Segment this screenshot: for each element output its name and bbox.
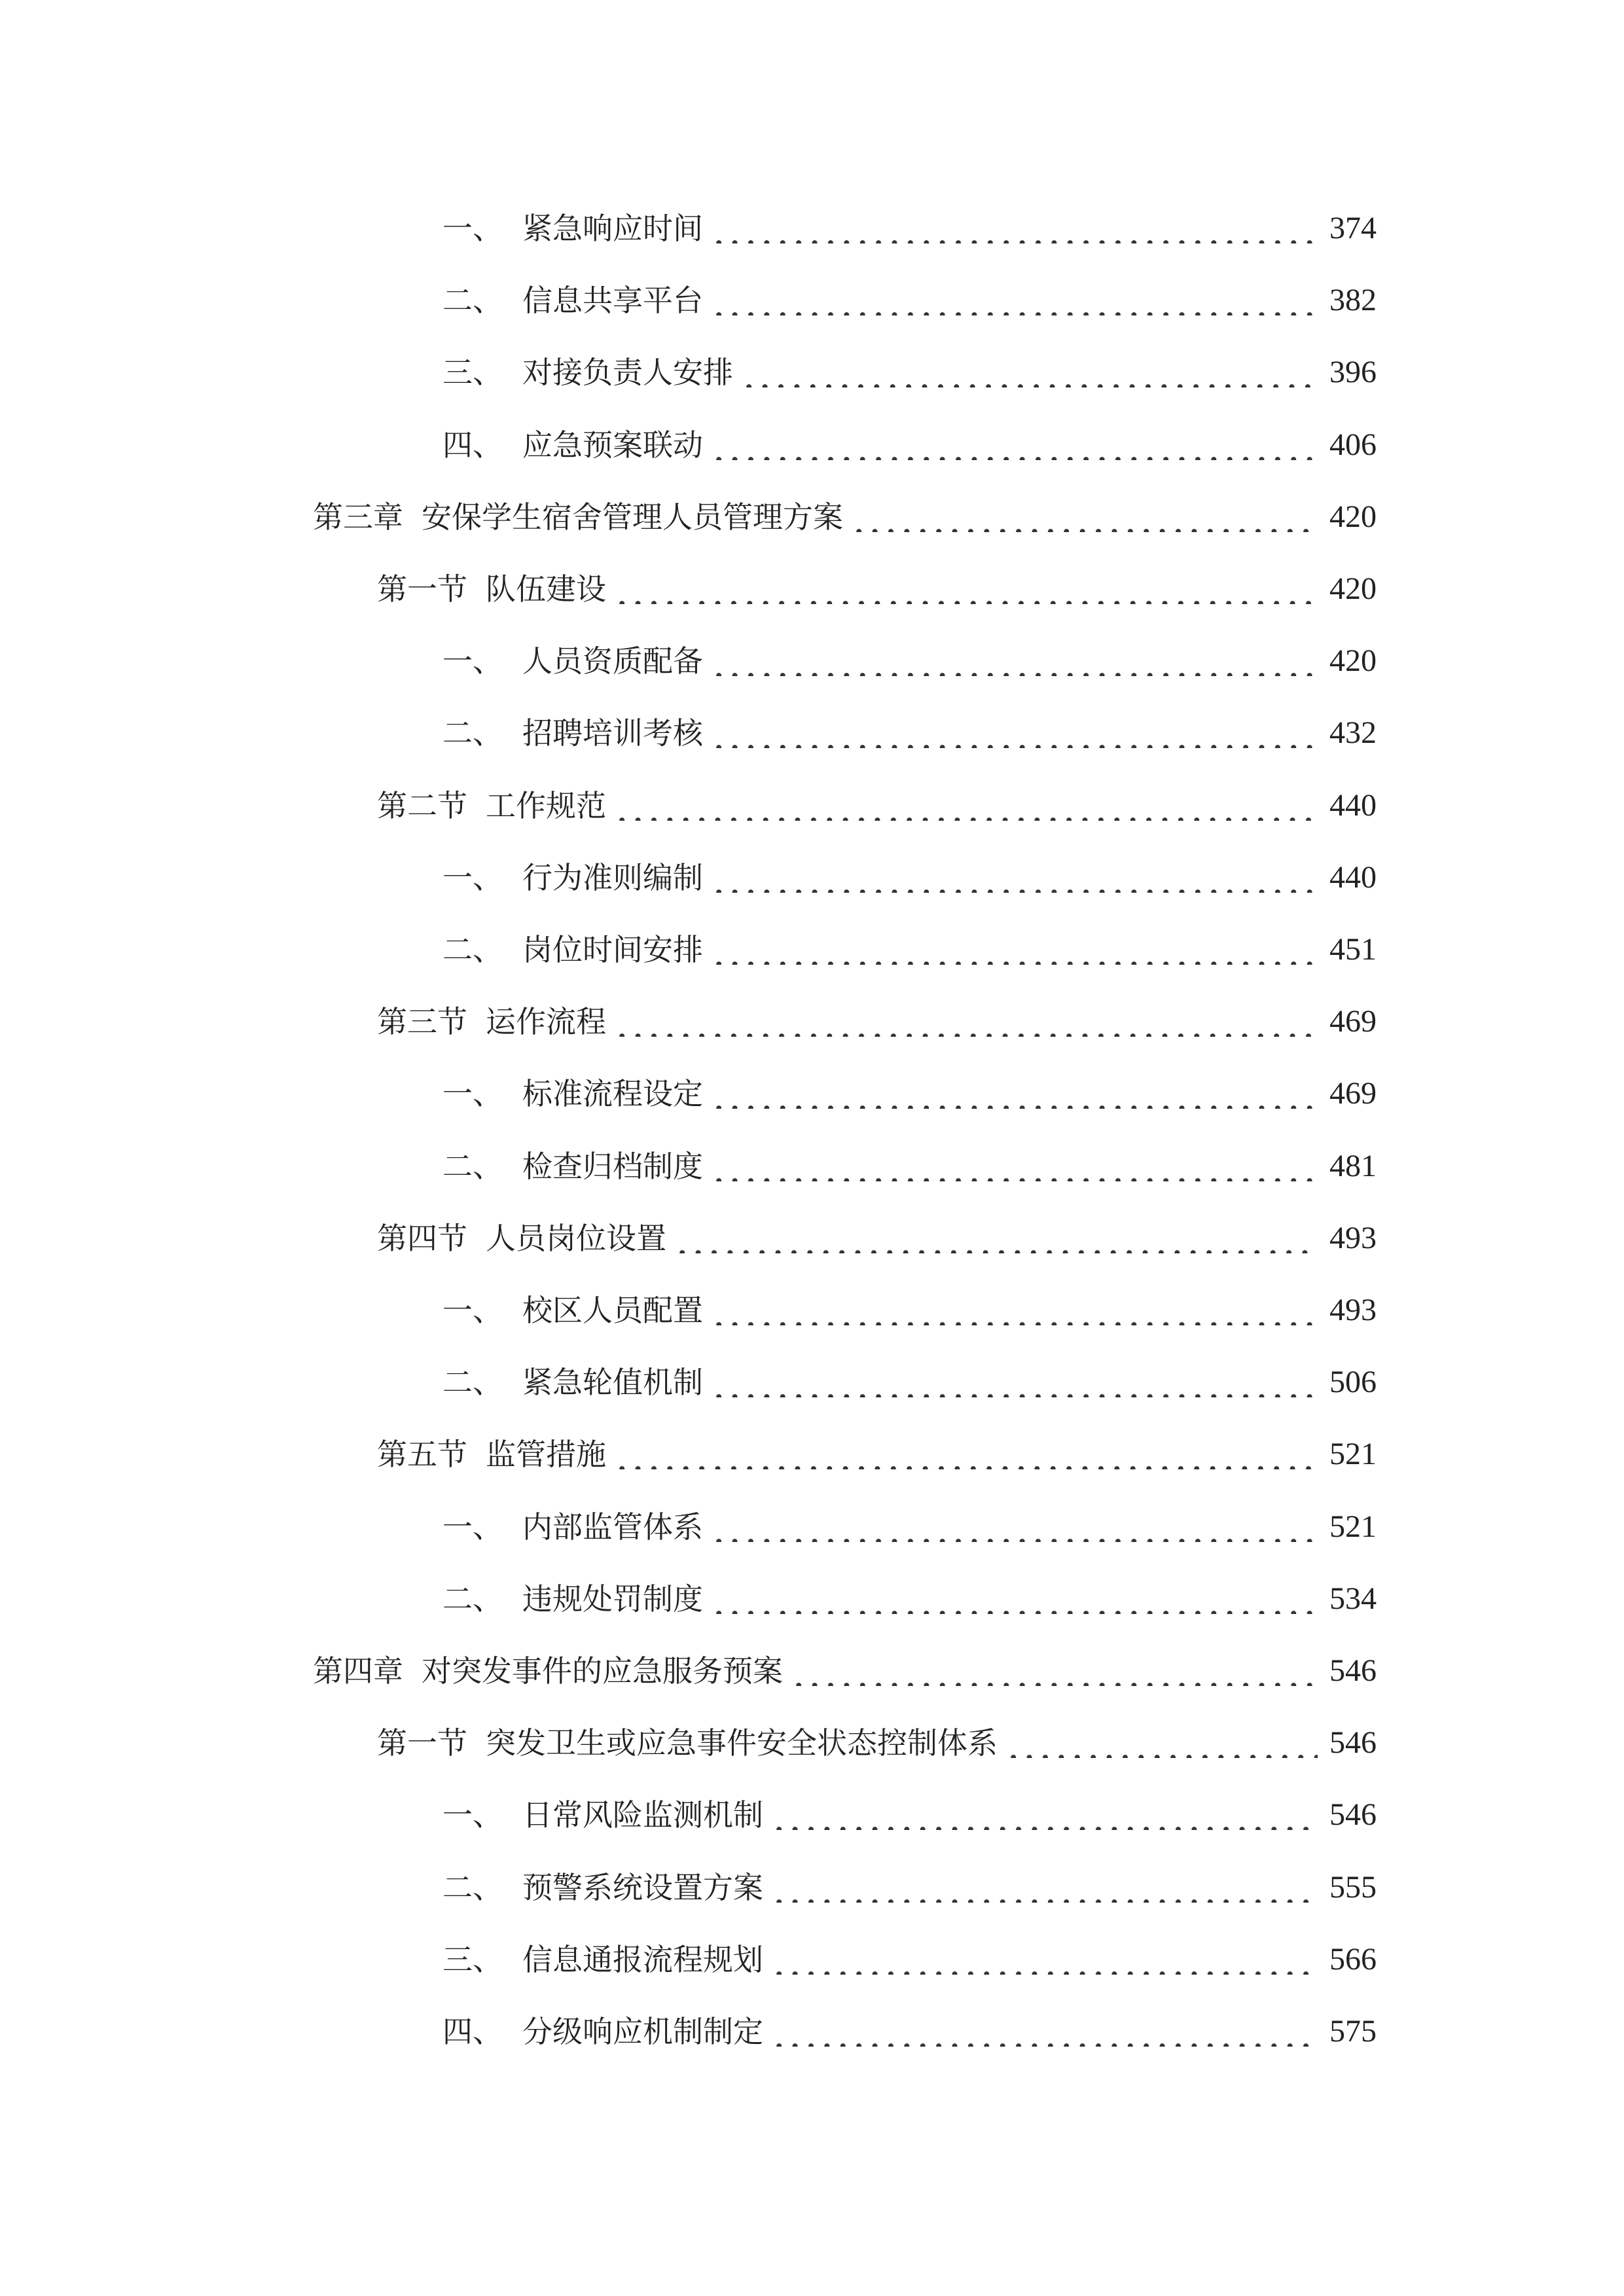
toc-entry[interactable] xyxy=(442,1274,1377,1346)
dot-leader xyxy=(711,1079,1318,1109)
toc-entry-title: 检查归档制度 xyxy=(522,1148,703,1184)
toc-entry-number: 第四节 xyxy=(377,1220,467,1256)
toc-entry-page-number: 546 xyxy=(1329,1653,1377,1688)
toc-entry[interactable] xyxy=(442,1924,1377,1996)
toc-entry-number: 二、 xyxy=(442,1365,503,1401)
toc-entry-number: 一、 xyxy=(442,211,503,246)
toc-entry-page-number: 374 xyxy=(1329,211,1377,245)
toc-entry-page-number: 440 xyxy=(1329,859,1377,895)
toc-entry-title: 队伍建设 xyxy=(486,571,606,607)
toc-entry[interactable] xyxy=(377,1202,1377,1274)
toc-entry-number: 第一节 xyxy=(377,1725,467,1761)
dot-leader xyxy=(851,502,1318,532)
toc-entry-page-number: 420 xyxy=(1329,499,1377,534)
toc-entry-title: 招聘培训考核 xyxy=(522,715,703,751)
toc-entry-title: 校区人员配置 xyxy=(522,1293,703,1328)
toc-entry-number: 三、 xyxy=(442,355,503,391)
toc-entry-page-number: 521 xyxy=(1329,1437,1377,1472)
toc-entry-page-number: 406 xyxy=(1329,427,1377,462)
toc-entry[interactable] xyxy=(377,1418,1377,1490)
dot-leader xyxy=(711,1512,1318,1542)
dot-leader xyxy=(711,935,1318,965)
toc-entry-number: 一、 xyxy=(442,1797,503,1833)
toc-entry-number: 一、 xyxy=(442,1509,503,1545)
dot-leader xyxy=(614,791,1318,821)
toc-entry-number: 二、 xyxy=(442,1869,503,1905)
toc-entry[interactable] xyxy=(442,1491,1377,1563)
toc-entry-title: 工作规范 xyxy=(486,787,606,823)
dot-leader xyxy=(711,1367,1318,1397)
toc-entry-number: 第二节 xyxy=(377,787,467,823)
dot-leader xyxy=(711,1295,1318,1325)
toc-entry-title: 行为准则编制 xyxy=(522,859,703,895)
dot-leader xyxy=(711,718,1318,748)
toc-entry[interactable] xyxy=(442,1779,1377,1851)
toc-entry-page-number: 451 xyxy=(1329,932,1377,967)
toc-entry-page-number: 481 xyxy=(1329,1148,1377,1183)
toc-entry-number: 一、 xyxy=(442,1293,503,1328)
toc-entry-title: 分级响应机制制定 xyxy=(522,2014,763,2049)
dot-leader xyxy=(711,1151,1318,1181)
toc-entry-title: 应急预案联动 xyxy=(522,427,703,463)
toc-entry-number: 二、 xyxy=(442,283,503,319)
toc-entry[interactable] xyxy=(442,1996,1377,2068)
toc-entry-number: 二、 xyxy=(442,1148,503,1184)
toc-entry-number: 一、 xyxy=(442,643,503,679)
toc-entry-number: 第五节 xyxy=(377,1437,467,1473)
toc-entry-page-number: 566 xyxy=(1329,1941,1377,1977)
toc-entry[interactable] xyxy=(377,553,1377,625)
toc-entry-page-number: 469 xyxy=(1329,1004,1377,1039)
dot-leader xyxy=(674,1223,1318,1253)
toc-entry-number: 第三节 xyxy=(377,1004,467,1040)
toc-entry-page-number: 440 xyxy=(1329,787,1377,823)
toc-entry-page-number: 382 xyxy=(1329,283,1377,318)
dot-leader xyxy=(711,646,1318,676)
toc-entry-page-number: 546 xyxy=(1329,1725,1377,1761)
dot-leader xyxy=(1005,1728,1318,1758)
toc-entry-number: 第一节 xyxy=(377,571,467,607)
toc-entry-number: 四、 xyxy=(442,427,503,463)
dot-leader xyxy=(711,285,1318,315)
toc-entry[interactable] xyxy=(442,264,1377,336)
toc-entry[interactable] xyxy=(442,1852,1377,1924)
toc-entry[interactable] xyxy=(313,1635,1377,1707)
toc-entry-title: 运作流程 xyxy=(486,1004,606,1040)
toc-entry-page-number: 521 xyxy=(1329,1509,1377,1544)
toc-entry-page-number: 432 xyxy=(1329,715,1377,751)
dot-leader xyxy=(771,1873,1318,1903)
toc-entry-title: 信息共享平台 xyxy=(522,283,703,319)
toc-entry[interactable] xyxy=(442,1058,1377,1130)
toc-entry-page-number: 575 xyxy=(1329,2014,1377,2049)
toc-entry[interactable] xyxy=(377,770,1377,842)
toc-entry-number: 一、 xyxy=(442,859,503,895)
toc-entry-number: 一、 xyxy=(442,1076,503,1112)
toc-entry-number: 二、 xyxy=(442,932,503,967)
toc-entry[interactable] xyxy=(442,1563,1377,1635)
dot-leader xyxy=(771,1800,1318,1830)
toc-entry-page-number: 555 xyxy=(1329,1869,1377,1905)
toc-entry-title: 内部监管体系 xyxy=(522,1509,703,1545)
toc-entry-page-number: 493 xyxy=(1329,1293,1377,1327)
toc-entry-page-number: 506 xyxy=(1329,1365,1377,1400)
toc-entry[interactable] xyxy=(377,1707,1377,1779)
toc-entry[interactable] xyxy=(442,697,1377,769)
dot-leader xyxy=(711,213,1318,243)
toc-entry-number: 三、 xyxy=(442,1941,503,1977)
toc-entry[interactable] xyxy=(442,625,1377,697)
toc-entry-page-number: 469 xyxy=(1329,1076,1377,1111)
toc-entry-title: 预警系统设置方案 xyxy=(522,1869,763,1905)
toc-entry[interactable] xyxy=(313,481,1377,553)
dot-leader xyxy=(711,863,1318,893)
dot-leader xyxy=(791,1656,1318,1686)
toc-entry-title: 紧急轮值机制 xyxy=(522,1365,703,1401)
dot-leader xyxy=(771,1945,1318,1975)
toc-entry-number: 二、 xyxy=(442,715,503,751)
toc-entry-title: 突发卫生或应急事件安全状态控制体系 xyxy=(486,1725,998,1761)
toc-entry-title: 安保学生宿舍管理人员管理方案 xyxy=(422,499,843,535)
toc-entry-page-number: 493 xyxy=(1329,1220,1377,1255)
dot-leader xyxy=(711,430,1318,460)
dot-leader xyxy=(614,1439,1318,1469)
toc-entry-number: 第四章 xyxy=(313,1653,403,1689)
toc-entry[interactable] xyxy=(442,1346,1377,1418)
toc-entry-number: 第三章 xyxy=(313,499,403,535)
toc-entry-title: 信息通报流程规划 xyxy=(522,1941,763,1977)
toc-entry[interactable] xyxy=(442,409,1377,481)
toc-entry-title: 紧急响应时间 xyxy=(522,211,703,246)
toc-entry-number: 四、 xyxy=(442,2014,503,2049)
toc-entry-title: 日常风险监测机制 xyxy=(522,1797,763,1833)
dot-leader xyxy=(741,357,1318,387)
toc-entry[interactable] xyxy=(442,842,1377,914)
toc-entry[interactable] xyxy=(377,986,1377,1058)
toc-entry-title: 人员岗位设置 xyxy=(486,1220,666,1256)
toc-entry-title: 违规处罚制度 xyxy=(522,1581,703,1617)
toc-entry-page-number: 420 xyxy=(1329,571,1377,606)
toc-entry-page-number: 534 xyxy=(1329,1581,1377,1616)
toc-entry-page-number: 546 xyxy=(1329,1797,1377,1833)
dot-leader xyxy=(711,1584,1318,1614)
toc-entry-page-number: 396 xyxy=(1329,355,1377,390)
dot-leader xyxy=(771,2017,1318,2047)
dot-leader xyxy=(614,574,1318,604)
toc-entry[interactable] xyxy=(442,336,1377,408)
toc-entry[interactable] xyxy=(442,1130,1377,1202)
toc-entry-title: 人员资质配备 xyxy=(522,643,703,679)
toc-entry-title: 监管措施 xyxy=(486,1437,606,1473)
dot-leader xyxy=(614,1007,1318,1037)
toc-entry-page-number: 420 xyxy=(1329,643,1377,679)
toc-entry-title: 对突发事件的应急服务预案 xyxy=(422,1653,783,1689)
toc-entry-title: 岗位时间安排 xyxy=(522,932,703,967)
toc-entry-title: 标准流程设定 xyxy=(522,1076,703,1112)
toc-entry[interactable] xyxy=(442,192,1377,264)
toc-entry[interactable] xyxy=(442,914,1377,986)
toc-entry-title: 对接负责人安排 xyxy=(522,355,733,391)
toc-entry-number: 二、 xyxy=(442,1581,503,1617)
